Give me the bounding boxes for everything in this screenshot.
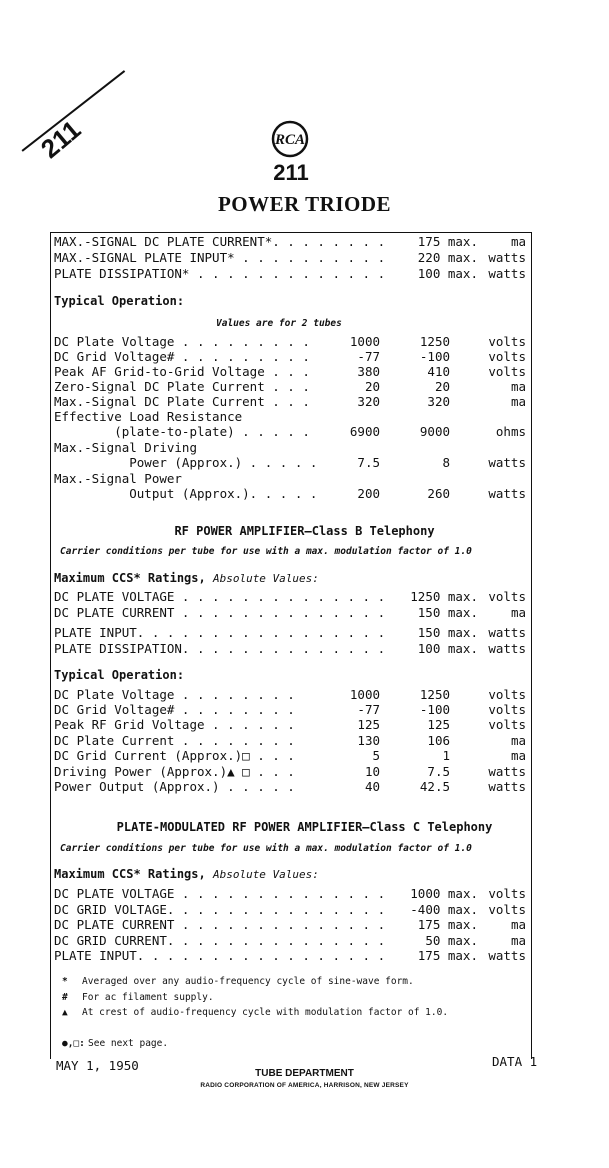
carrier-note: Carrier conditions per tube for use with a max. modulation factor of 1.0 xyxy=(60,546,472,557)
rating-row: DC PLATE VOLTAGE . . . . . . . . . . . . . . 1000 max. volts xyxy=(54,886,526,901)
rating-row: PLATE INPUT. . . . . . . . . . . . . . . . . 150 max. watts xyxy=(54,625,526,640)
rating-row: PLATE DISSIPATION* . . . . . . . . . . . . . 100 max. watts xyxy=(54,266,526,281)
typical-row: (plate-to-plate) . . . . . 6900 9000 ohms xyxy=(54,424,526,439)
ratings-heading: Maximum CCS* Ratings, Absolute Values: xyxy=(54,867,319,881)
data-sheet-number: DATA 1 xyxy=(492,1054,538,1069)
rating-row: MAX.-SIGNAL PLATE INPUT* . . . . . . . . . . 220 max. watts xyxy=(54,250,526,265)
rca-logo-icon xyxy=(266,120,314,158)
department-name: TUBE DEPARTMENT xyxy=(255,1068,354,1079)
corner-tube-label: 211 xyxy=(34,114,87,165)
typical-row: DC Grid Voltage# . . . . . . . . . -77 -100 volts xyxy=(54,349,526,364)
rating-row: DC PLATE VOLTAGE . . . . . . . . . . . . . . 1250 max. volts xyxy=(54,589,526,604)
typical-row: Power Output (Approx.) . . . . . 40 42.5 watts xyxy=(54,779,526,794)
rating-row: MAX.-SIGNAL DC PLATE CURRENT*. . . . . . . . 175 max. ma xyxy=(54,234,526,249)
typical-row: Peak AF Grid-to-Grid Voltage . . . 380 410 volts xyxy=(54,364,526,379)
section-title-plate-modulated: PLATE-MODULATED RF POWER AMPLIFIER—Class C Telephony xyxy=(116,820,493,834)
typical-row: Max.-Signal Power xyxy=(54,471,182,486)
typical-row: DC Plate Current . . . . . . . . 130 106 ma xyxy=(54,733,526,748)
carrier-note: Carrier conditions per tube for use with a max. modulation factor of 1.0 xyxy=(60,843,472,854)
typical-operation-heading: Typical Operation: xyxy=(54,294,185,308)
footnote: # For ac filament supply. xyxy=(62,992,214,1003)
footnote: ●,□: See next page. xyxy=(62,1038,169,1049)
tube-number: 211 xyxy=(273,160,309,185)
ratings-heading: Maximum CCS* Ratings, Absolute Values: xyxy=(54,571,319,585)
typical-row: DC Grid Voltage# . . . . . . . . -77 -100 volts xyxy=(54,702,526,717)
rating-row: DC PLATE CURRENT . . . . . . . . . . . . . . 150 max. ma xyxy=(54,605,526,620)
publication-date: MAY 1, 1950 xyxy=(56,1058,139,1073)
typical-operation-heading: Typical Operation: xyxy=(54,668,185,682)
typical-row: DC Plate Voltage . . . . . . . . . 1000 1250 volts xyxy=(54,334,526,349)
typical-row: Max.-Signal Driving xyxy=(54,440,197,455)
rating-row: DC GRID VOLTAGE. . . . . . . . . . . . . . . -400 max. volts xyxy=(54,902,526,917)
typical-row: Power (Approx.) . . . . . 7.5 8 watts xyxy=(54,455,526,470)
typical-row: DC Grid Current (Approx.)□ . . . 5 1 ma xyxy=(54,748,526,763)
typical-row: Peak RF Grid Voltage . . . . . . 125 125 volts xyxy=(54,717,526,732)
rating-row: PLATE INPUT. . . . . . . . . . . . . . . . . 175 max. watts xyxy=(54,948,526,963)
typical-row: Zero-Signal DC Plate Current . . . 20 20 ma xyxy=(54,379,526,394)
corporation-address: RADIO CORPORATION OF AMERICA, HARRISON, NEW JERSEY xyxy=(200,1082,409,1089)
typical-row: Effective Load Resistance xyxy=(54,409,243,424)
rating-row: PLATE DISSIPATION. . . . . . . . . . . . . . 100 max. watts xyxy=(54,641,526,656)
footnote: ▲ At crest of audio-frequency cycle with modulation factor of 1.0. xyxy=(62,1007,449,1018)
typical-row: DC Plate Voltage . . . . . . . . 1000 1250 volts xyxy=(54,687,526,702)
rating-row: DC PLATE CURRENT . . . . . . . . . . . . . . 175 max. ma xyxy=(54,917,526,932)
rating-row: DC GRID CURRENT. . . . . . . . . . . . . . . 50 max. ma xyxy=(54,933,526,948)
tubes-note: Values are for 2 tubes xyxy=(216,318,342,329)
typical-row: Max.-Signal DC Plate Current . . . 320 320 ma xyxy=(54,394,526,409)
typical-row: Driving Power (Approx.)▲ □ . . . 10 7.5 watts xyxy=(54,764,526,779)
page-title: POWER TRIODE xyxy=(217,192,392,216)
svg-text:RCA: RCA xyxy=(274,132,306,148)
section-title-rf-class-b: RF POWER AMPLIFIER—Class B Telephony xyxy=(174,524,435,538)
footnote: * Averaged over any audio-frequency cycle of sine-wave form. xyxy=(62,976,414,987)
typical-row: Output (Approx.). . . . . 200 260 watts xyxy=(54,486,526,501)
